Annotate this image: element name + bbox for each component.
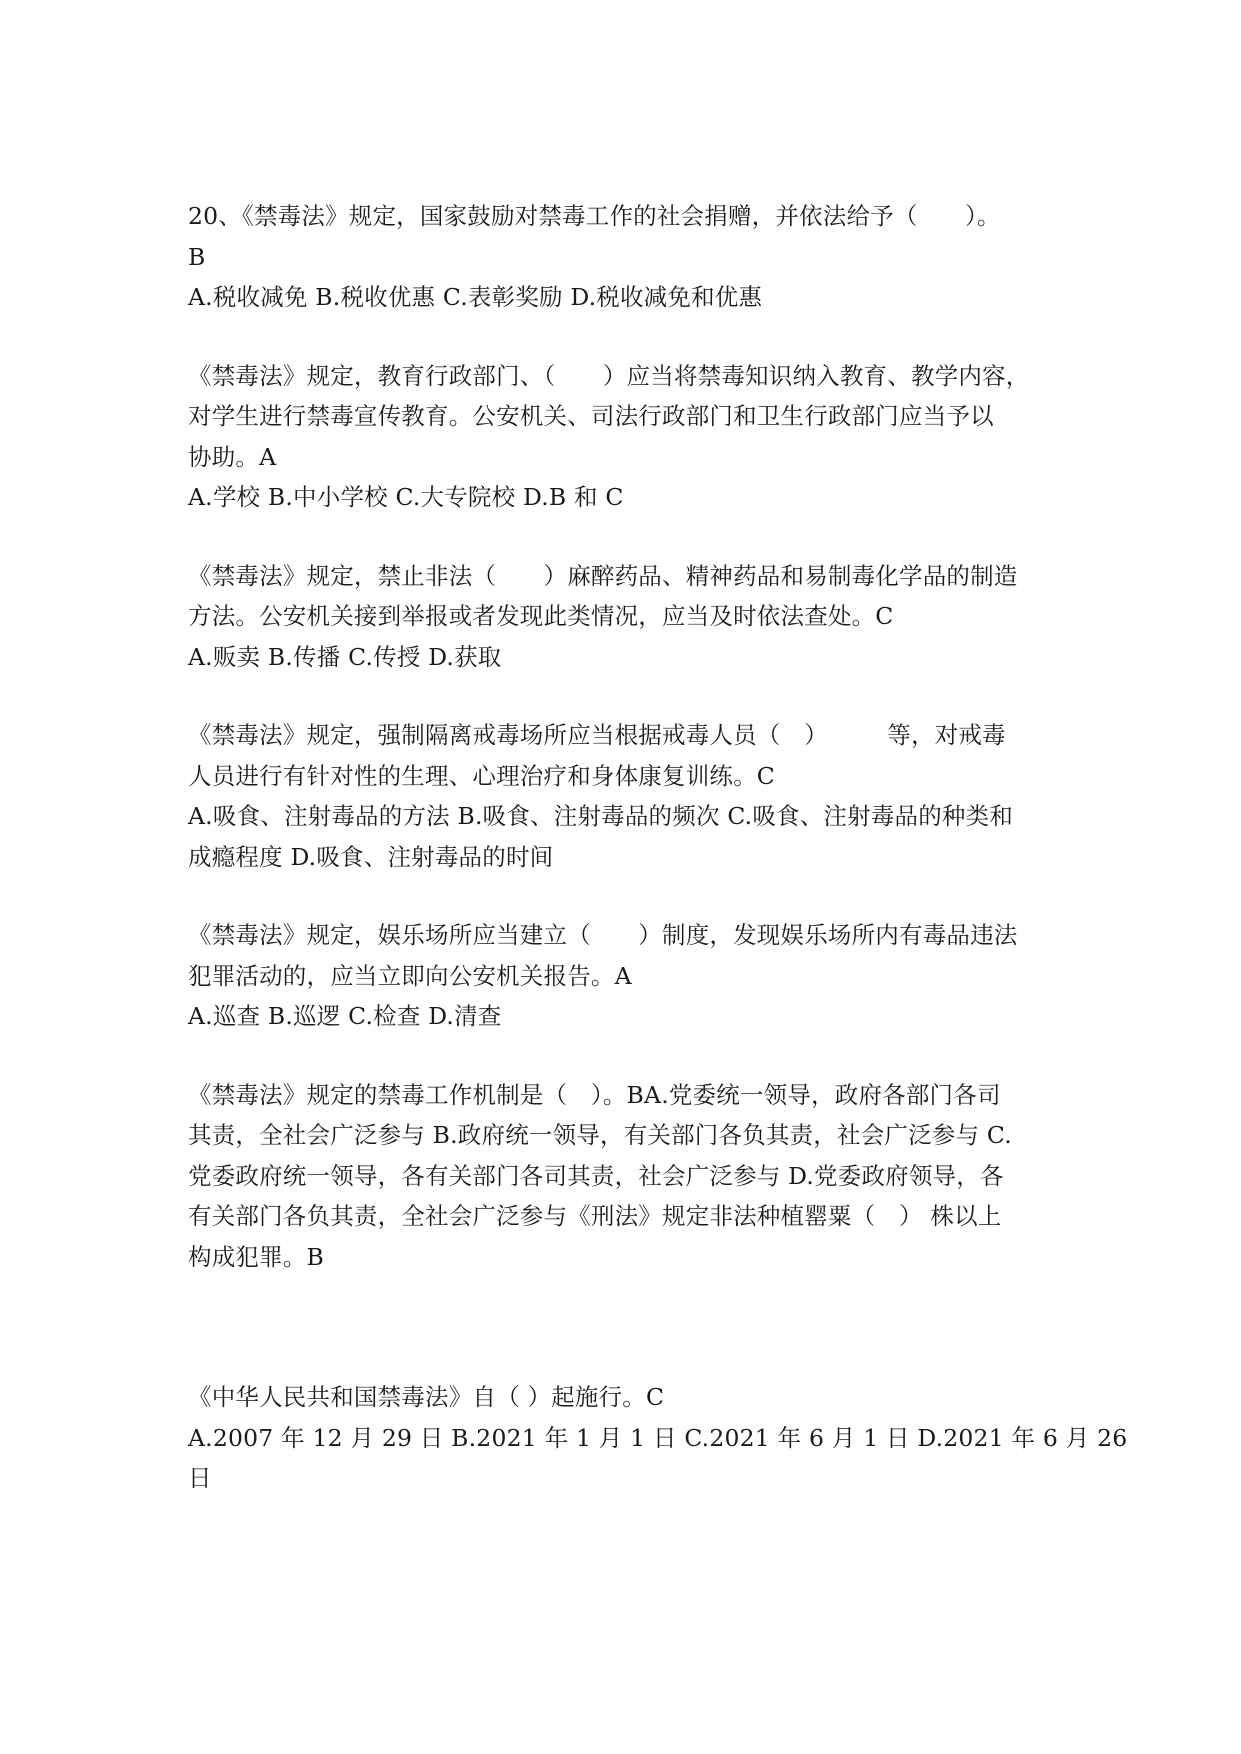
question-education (188, 356, 1068, 518)
options-line: A.吸食、注射毒品的方法 B.吸食、注射毒品的频次 C.吸食、注射毒品的种类和 (188, 802, 1014, 830)
question-text-line: 对学生进行禁毒宣传教育。公安机关、司法行政部门和卫生行政部门应当予以 (188, 402, 994, 430)
options-line: 成瘾程度 D.吸食、注射毒品的时间 (188, 842, 554, 871)
options-line: 日 (188, 1464, 212, 1492)
question-text-line: 协助。A (188, 442, 277, 471)
question-text-line: 《禁毒法》规定的禁毒工作机制是（ ）。BA.党委统一领导，政府各部门各司 (188, 1080, 1001, 1109)
question-effective-date (188, 1377, 1128, 1499)
question-text-line: 《禁毒法》规定，教育行政部门、（ ）应当将禁毒知识纳入教育、教学内容， (188, 361, 1030, 390)
question-text-line: 有关部门各负其责，全社会广泛参与《刑法》规定非法种植罂粟（ ） 株以上 (188, 1202, 1002, 1230)
question-rehab-treatment (188, 715, 1068, 877)
question-entertainment-venues (188, 915, 1068, 1037)
question-text-line: 《禁毒法》规定，娱乐场所应当建立（ ）制度，发现娱乐场所内有毒品违法 (188, 921, 1018, 949)
options-line: A.巡查 B.巡逻 C.检查 D.清查 (188, 1002, 502, 1030)
question-manufacturing-methods (188, 556, 1068, 678)
question-text-line: 其责，全社会广泛参与 B.政府统一领导，有关部门各负其责，社会广泛参与 C. (188, 1121, 1012, 1149)
options-line: A.2007 年 12 月 29 日 B.2021 年 1 月 1 日 C.2021 年 6 月 1 日 D.2021 年 6 月 26 (188, 1423, 1128, 1452)
question-text-line: 构成犯罪。B (188, 1242, 324, 1271)
options-line: A.贩卖 B.传播 C.传授 D.获取 (188, 642, 502, 671)
options-line: A.学校 B.中小学校 C.大专院校 D.B 和 C (188, 483, 624, 511)
question-text-line: 20、《禁毒法》规定，国家鼓励对禁毒工作的社会捐赠，并依法给予（ ）。 (188, 202, 1001, 230)
question-text-line: 《禁毒法》规定，禁止非法（ ）麻醉药品、精神药品和易制毒化学品的制造 (188, 561, 1018, 590)
question-text-line: 人员进行有针对性的生理、心理治疗和身体康复训练。C (188, 761, 775, 790)
question-text-line: 《中华人民共和国禁毒法》自（ ）起施行。C (188, 1383, 665, 1411)
question-text-line: 《禁毒法》规定，强制隔离戒毒场所应当根据戒毒人员（ ） 等，对戒毒 (188, 721, 1006, 749)
question-text-line: 方法。公安机关接到举报或者发现此类情况，应当及时依法查处。C (188, 602, 894, 630)
question-work-mechanism (188, 1075, 1068, 1278)
question-text-line: 犯罪活动的，应当立即向公安机关报告。A (188, 961, 632, 990)
question-20 (188, 196, 1068, 318)
question-text-line: 党委政府统一领导，各有关部门各司其责，社会广泛参与 D.党委政府领导，各 (188, 1161, 1004, 1190)
question-list (188, 196, 1128, 1537)
answer-line: B (188, 242, 206, 271)
options-line: A.税收减免 B.税收优惠 C.表彰奖励 D.税收减免和优惠 (188, 283, 763, 311)
